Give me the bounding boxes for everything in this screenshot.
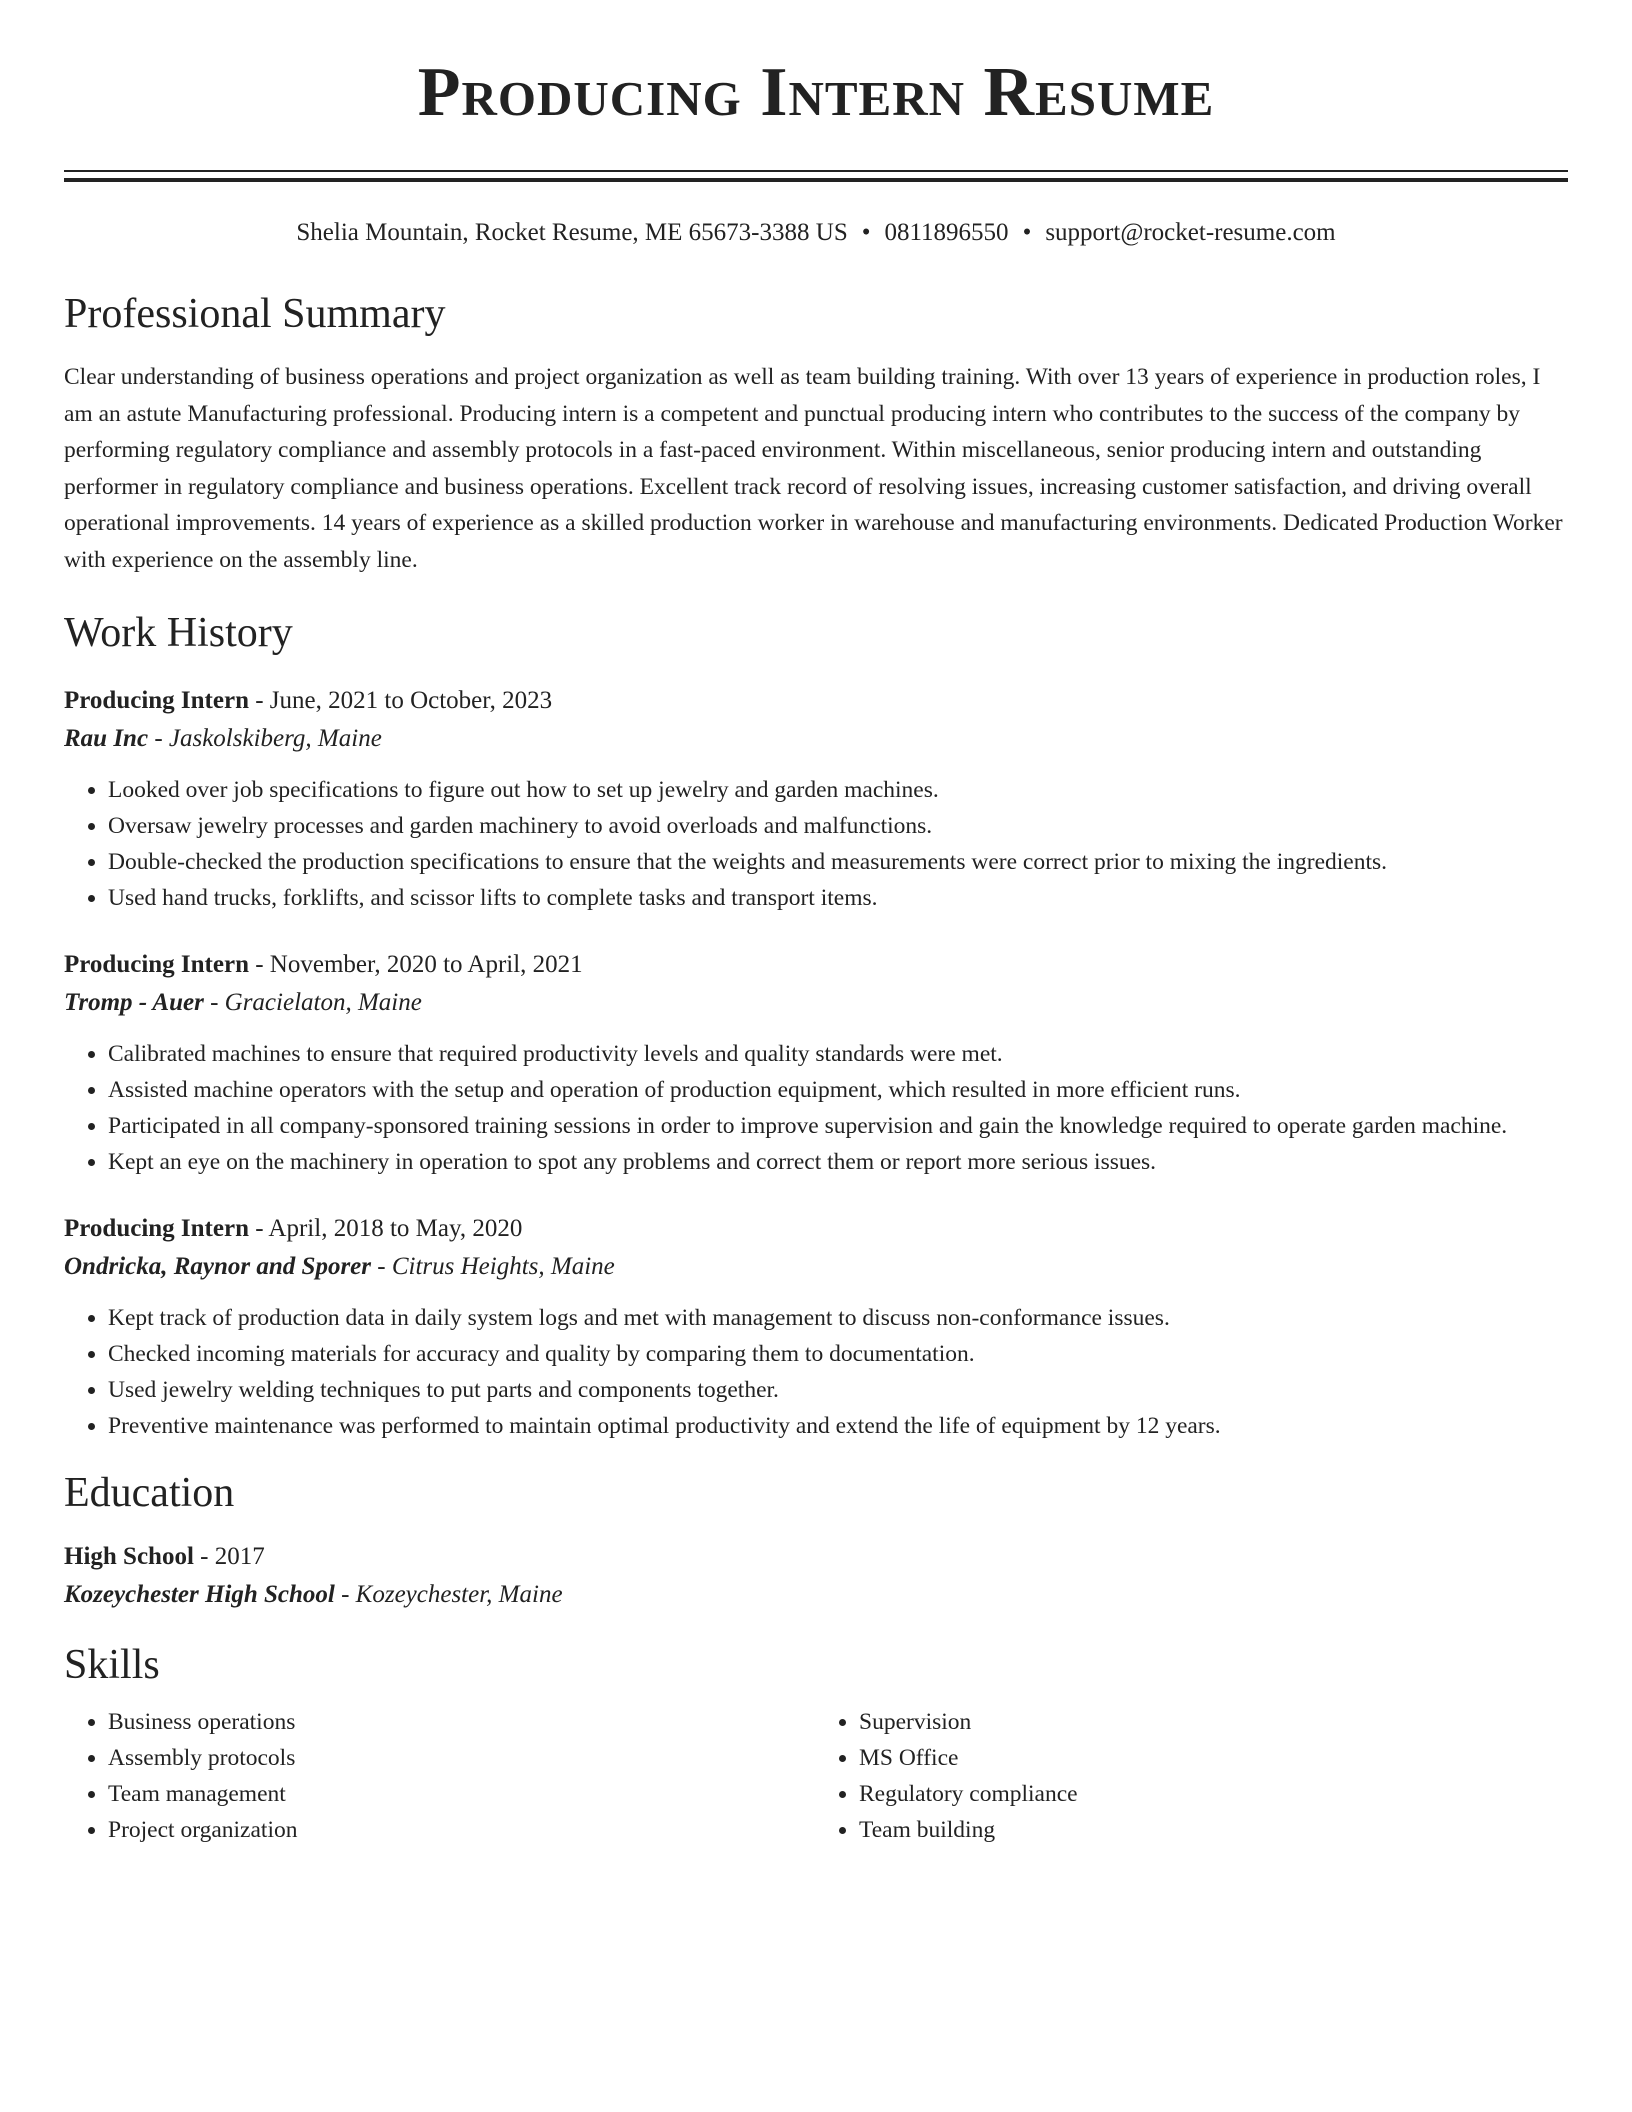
skill-item: • Team building bbox=[859, 1812, 1568, 1848]
job-entry bbox=[64, 682, 1568, 916]
skills-list-left bbox=[64, 1704, 817, 1848]
job-bullet: • Double-checked the production specifications to ensure that the weights and measurements were correct prior to mixing the ingredients. bbox=[108, 844, 1568, 880]
divider-thin-line bbox=[64, 170, 1568, 172]
job-location: - Gracielaton, Maine bbox=[203, 989, 422, 1016]
skill-item: • MS Office bbox=[859, 1740, 1568, 1776]
education-location: - Kozeychester, Maine bbox=[334, 1581, 563, 1608]
education-school-line bbox=[64, 1576, 1568, 1614]
job-bullet: • Calibrated machines to ensure that required productivity levels and quality standards were met. bbox=[108, 1036, 1568, 1072]
job-entry bbox=[64, 946, 1568, 1180]
job-title-line bbox=[64, 682, 1568, 720]
skill-item: • Project organization bbox=[108, 1812, 817, 1848]
section-heading-education: Education bbox=[64, 1470, 235, 1516]
job-dates: - June, 2021 to October, 2023 bbox=[248, 687, 553, 714]
contact-line bbox=[64, 220, 1568, 245]
job-bullet: • Assisted machine operators with the setup and operation of production equipment, which resulted in more efficient runs. bbox=[108, 1072, 1568, 1108]
education-degree-line bbox=[64, 1538, 1568, 1576]
job-location: - Jaskolskiberg, Maine bbox=[148, 725, 382, 752]
job-bullet: • Kept track of production data in daily system logs and met with management to discuss non-conformance issues. bbox=[108, 1300, 1568, 1336]
job-bullet: • Looked over job specifications to figure out how to set up jewelry and garden machines. bbox=[108, 772, 1568, 808]
job-bullet: • Kept an eye on the machinery in operation to spot any problems and correct them or report more serious issues. bbox=[108, 1144, 1568, 1180]
resume-title: Producing Intern Resume bbox=[417, 54, 1215, 131]
skills-columns bbox=[64, 1704, 1568, 1848]
job-company: Rau Inc bbox=[64, 725, 149, 752]
work-history-list bbox=[64, 682, 1568, 1444]
job-company: Tromp - Auer bbox=[64, 989, 204, 1016]
summary-text: Clear understanding of business operations and project organization as well as team building training. With over 13 years of experience in production roles, I am an astute Manufacturing professional. Producing intern is a competent and punctual producing intern who contributes to the success of the company by performing regulatory compliance and assembly protocols in a fast-paced environment. Within miscellaneous, senior producing intern and outstanding performer in regulatory compliance and business operations. Excellent track record of resolving issues, increasing customer satisfaction, and driving overall operational improvements. 14 years of experience as a skilled production worker in warehouse and manufacturing environments. Dedicated Production Worker with experience on the assembly line. bbox=[64, 364, 1563, 573]
job-bullet: • Participated in all company-sponsored training sessions in order to improve supervision and gain the knowledge required to operate garden machine. bbox=[108, 1108, 1568, 1144]
job-company: Ondricka, Raynor and Sporer bbox=[64, 1253, 371, 1280]
job-company-line bbox=[64, 1248, 1568, 1286]
section-heading-work-history: Work History bbox=[64, 610, 293, 656]
section-heading-skills: Skills bbox=[64, 1642, 160, 1688]
skill-item: • Team management bbox=[108, 1776, 817, 1812]
skills-list-right bbox=[817, 1704, 1568, 1848]
contact-email: support@rocket-resume.com bbox=[1045, 219, 1336, 246]
job-bullet: • Oversaw jewelry processes and garden machinery to avoid overloads and malfunctions. bbox=[108, 808, 1568, 844]
job-dates: - April, 2018 to May, 2020 bbox=[248, 1215, 523, 1242]
education-degree: High School bbox=[64, 1543, 194, 1570]
job-title: Producing Intern bbox=[64, 687, 249, 714]
contact-phone: 0811896550 bbox=[884, 219, 1009, 246]
divider-thick-line bbox=[64, 178, 1568, 182]
skill-item: • Business operations bbox=[108, 1704, 817, 1740]
job-bullets bbox=[64, 1036, 1568, 1180]
job-location: - Citrus Heights, Maine bbox=[371, 1253, 615, 1280]
job-bullets bbox=[64, 772, 1568, 916]
job-title-line bbox=[64, 1210, 1568, 1248]
job-title-line bbox=[64, 946, 1568, 984]
job-title: Producing Intern bbox=[64, 951, 249, 978]
job-dates: - November, 2020 to April, 2021 bbox=[248, 951, 583, 978]
education-year: - 2017 bbox=[193, 1543, 265, 1570]
job-bullets bbox=[64, 1300, 1568, 1444]
title-divider bbox=[64, 170, 1568, 182]
job-bullet: • Used hand trucks, forklifts, and scissor lifts to complete tasks and transport items. bbox=[108, 880, 1568, 916]
job-company-line bbox=[64, 984, 1568, 1022]
job-bullet: • Preventive maintenance was performed to maintain optimal productivity and extend the life of equipment by 12 years. bbox=[108, 1408, 1568, 1444]
bullet-separator: • bbox=[1022, 219, 1032, 246]
job-bullet: • Checked incoming materials for accuracy and quality by comparing them to documentation. bbox=[108, 1336, 1568, 1372]
contact-address: Shelia Mountain, Rocket Resume, ME 65673-3388 US bbox=[296, 219, 848, 246]
education-entry bbox=[64, 1538, 1568, 1614]
bullet-separator: • bbox=[861, 219, 871, 246]
skill-item: • Supervision bbox=[859, 1704, 1568, 1740]
job-entry bbox=[64, 1210, 1568, 1444]
education-school: Kozeychester High School bbox=[64, 1581, 335, 1608]
skill-item: • Regulatory compliance bbox=[859, 1776, 1568, 1812]
job-title: Producing Intern bbox=[64, 1215, 249, 1242]
job-company-line bbox=[64, 720, 1568, 758]
job-bullet: • Used jewelry welding techniques to put parts and components together. bbox=[108, 1372, 1568, 1408]
skill-item: • Assembly protocols bbox=[108, 1740, 817, 1776]
section-heading-summary: Professional Summary bbox=[64, 291, 446, 337]
